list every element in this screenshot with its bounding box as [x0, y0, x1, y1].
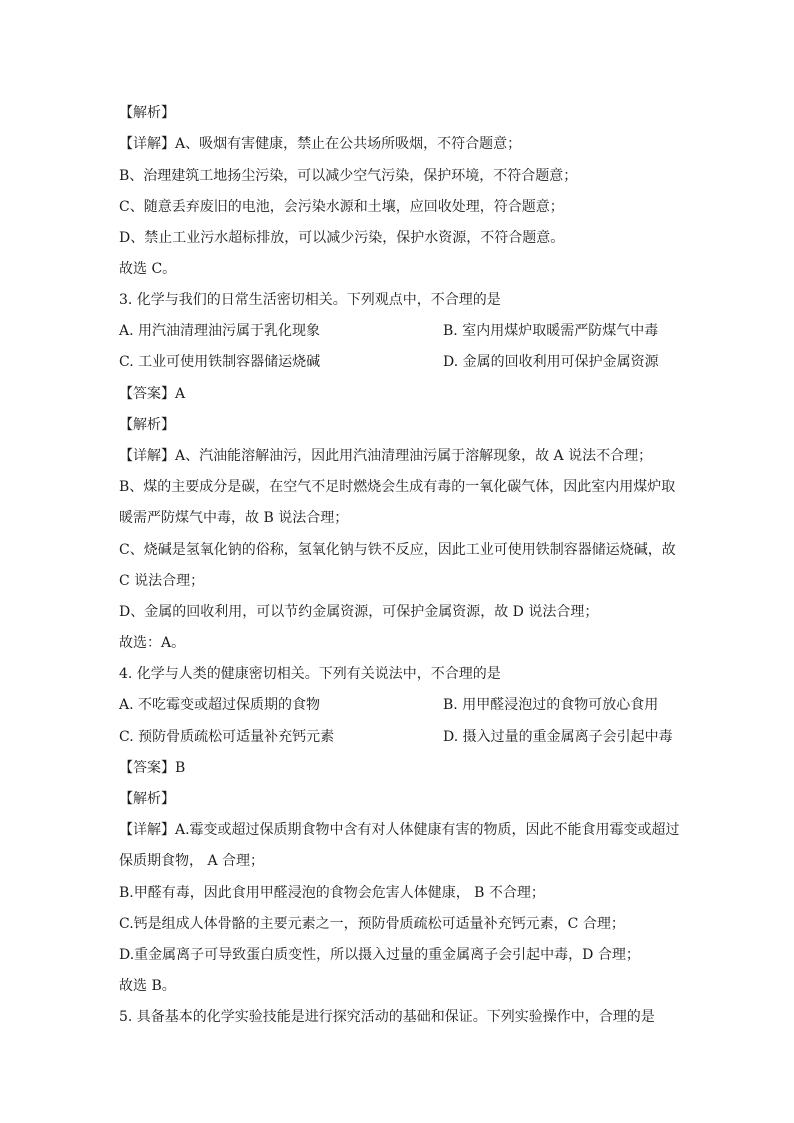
option-d: D. 摄入过量的重金属离子会引起中毒	[443, 729, 673, 745]
analysis-heading: 【解析】	[119, 791, 175, 807]
detail-line	[119, 134, 679, 154]
detail-line: 保质期食物， A 合理；	[119, 853, 265, 869]
detail-line: C、随意丢弃废旧的电池，会污染水源和土壤，应回收处理，符合题意；	[119, 199, 564, 215]
option-a: A. 用汽油清理油污属于乳化现象	[119, 323, 321, 339]
option-b: B. 室内用煤炉取暖需严防煤气中毒	[443, 323, 659, 339]
detail-heading: 【详解】	[119, 136, 175, 152]
detail-line: C、烧碱是氢氧化钠的俗称，氢氧化钠与铁不反应，因此工业可使用铁制容器储运烧碱，故	[119, 542, 676, 558]
answer-line: 【答案】B	[119, 760, 186, 776]
detail-line: D、禁止工业污水超标排放，可以减少污染，保护水资源，不符合题意。	[119, 230, 565, 246]
conclusion: 故选 C。	[119, 261, 177, 277]
detail-line: B.甲醛有毒，因此食用甲醛浸泡的食物会危害人体健康， B 不合理；	[119, 885, 545, 901]
detail-line: D、金属的回收利用，可以节约金属资源，可保护金属资源，故 D 说法合理；	[119, 604, 599, 620]
analysis-heading: 【解析】	[119, 105, 175, 121]
detail-line: B、治理建筑工地扬尘污染，可以减少空气污染，保护环境，不符合题意；	[119, 168, 578, 184]
question-stem: 4. 化学与人类的健康密切相关。下列有关说法中，不合理的是	[119, 666, 501, 682]
option-c: C. 工业可使用铁制容器储运烧碱	[119, 354, 321, 370]
detail-text: A、吸烟有害健康，禁止在公共场所吸烟，不符合题意；	[175, 136, 522, 152]
option-d: D. 金属的回收利用可保护金属资源	[443, 354, 659, 370]
detail-line: C 说法合理；	[119, 573, 205, 589]
detail-line: 【详解】A.霉变或超过保质期食物中含有对人体健康有害的物质，因此不能食用霉变或超过	[119, 822, 680, 838]
answer-line: 【答案】A	[119, 386, 186, 402]
detail-line: 【详解】A、汽油能溶解油污，因此用汽油清理油污属于溶解现象，故 A 说法不合理；	[119, 448, 653, 464]
analysis-heading: 【解析】	[119, 417, 175, 433]
detail-line: D.重金属离子可导致蛋白质变性，所以摄入过量的重金属离子会引起中毒，D 合理；	[119, 947, 640, 963]
detail-line: 暖需严防煤气中毒，故 B 说法合理；	[119, 510, 349, 526]
option-c: C. 预防骨质疏松可适量补充钙元素	[119, 729, 335, 745]
question-stem: 3. 化学与我们的日常生活密切相关。下列观点中，不合理的是	[119, 292, 501, 308]
question-stem: 5. 具备基本的化学实验技能是进行探究活动的基础和保证。下列实验操作中，合理的是	[119, 1009, 655, 1025]
detail-line: B、煤的主要成分是碳，在空气不足时燃烧会生成有毒的一氧化碳气体，因此室内用煤炉取	[119, 479, 676, 495]
detail-line: C.钙是组成人体骨骼的主要元素之一，预防骨质疏松可适量补充钙元素，C 合理；	[119, 916, 625, 932]
option-a: A. 不吃霉变或超过保质期的食物	[119, 697, 321, 713]
option-b: B. 用甲醛浸泡过的食物可放心食用	[443, 697, 659, 713]
conclusion: 故选：A。	[119, 635, 186, 651]
conclusion: 故选 B。	[119, 978, 176, 994]
